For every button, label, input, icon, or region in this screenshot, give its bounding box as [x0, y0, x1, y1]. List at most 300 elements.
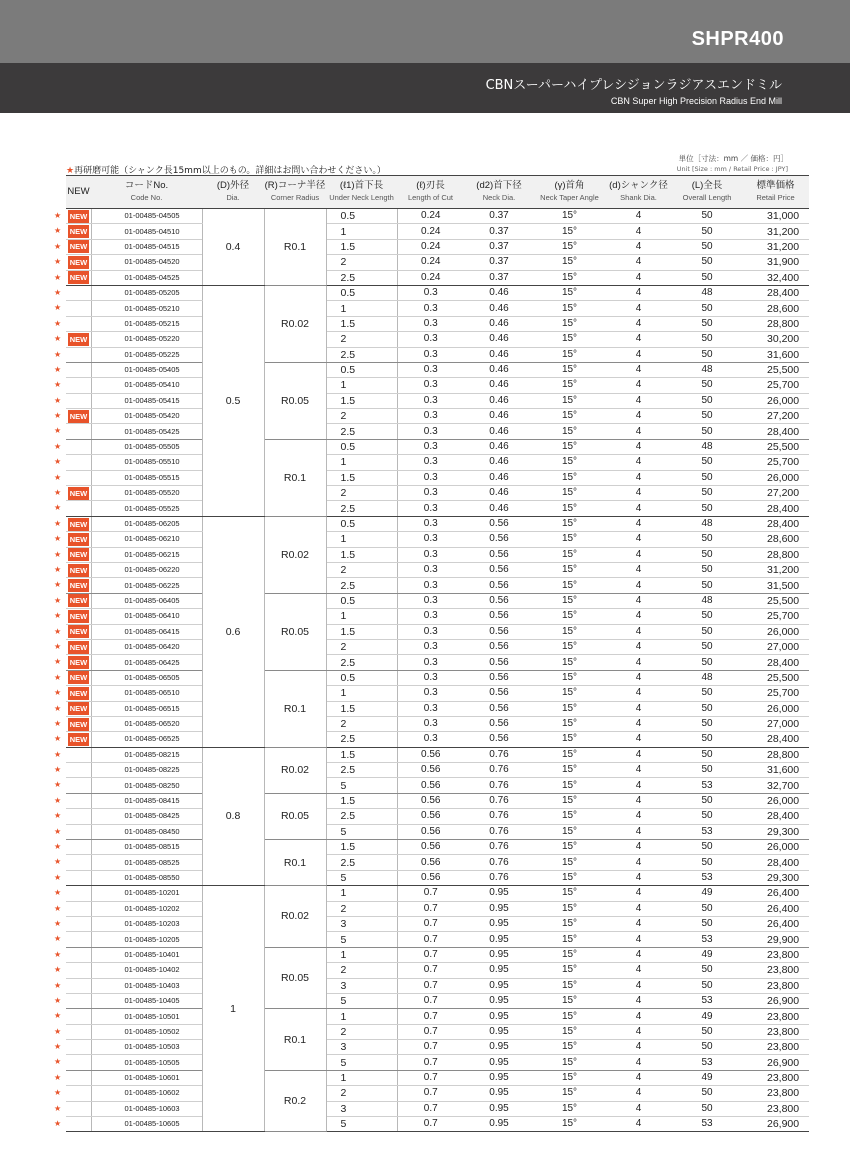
star-icon: ★	[54, 718, 62, 728]
neck-dia-cell: 0.95	[464, 978, 534, 993]
retail-price-cell: 31,500	[742, 578, 809, 593]
column-header-en: Dia.	[226, 193, 240, 202]
neck-dia-cell: 0.46	[464, 501, 534, 516]
shank-dia-cell: 4	[605, 901, 672, 916]
shank-dia-cell: 4	[605, 316, 672, 331]
shank-dia-cell: 4	[605, 809, 672, 824]
neck-dia-cell: 0.95	[464, 886, 534, 901]
column-header-en: Retail Price	[756, 193, 795, 202]
neck-dia-cell: 0.76	[464, 824, 534, 839]
table-row	[66, 1040, 809, 1055]
overall-length-cell: 53	[672, 870, 742, 885]
shank-dia-cell: 4	[605, 562, 672, 577]
new-badge: NEW	[69, 211, 88, 221]
star-icon: ★	[54, 703, 62, 713]
overall-length-cell: 53	[672, 1117, 742, 1132]
retail-price-cell: 31,600	[742, 763, 809, 778]
under-neck-length-cell: 5	[326, 1117, 397, 1132]
table-row	[66, 455, 809, 470]
star-icon: ★	[54, 225, 62, 235]
neck-taper-angle-cell: 15°	[534, 886, 605, 901]
spec-table	[66, 175, 809, 1132]
new-badge: NEW	[69, 488, 88, 498]
neck-taper-angle-cell: 15°	[534, 716, 605, 731]
overall-length-cell: 50	[672, 501, 742, 516]
new-cell	[66, 716, 91, 731]
length-of-cut-cell: 0.56	[397, 778, 464, 793]
neck-dia-cell: 0.37	[464, 224, 534, 239]
length-of-cut-cell: 0.24	[397, 270, 464, 285]
table-row	[66, 1070, 809, 1085]
retail-price-cell: 26,000	[742, 793, 809, 808]
neck-dia-cell: 0.56	[464, 516, 534, 531]
column-header	[264, 176, 326, 209]
length-of-cut-cell: 0.3	[397, 686, 464, 701]
neck-dia-cell: 0.46	[464, 439, 534, 454]
under-neck-length-cell: 1	[326, 532, 397, 547]
neck-taper-angle-cell: 15°	[534, 1086, 605, 1101]
neck-dia-cell: 0.46	[464, 470, 534, 485]
new-cell	[66, 1009, 91, 1024]
length-of-cut-cell: 0.56	[397, 809, 464, 824]
column-header-jp: NEW	[67, 186, 90, 197]
new-badge: NEW	[69, 227, 88, 237]
neck-dia-cell: 0.95	[464, 1040, 534, 1055]
star-icon: ★	[54, 687, 62, 697]
new-cell	[66, 285, 91, 300]
column-header-en: Under Neck Length	[329, 193, 394, 202]
column-header	[66, 176, 91, 209]
code-cell: 01-00485-05225	[91, 347, 202, 362]
new-cell	[66, 393, 91, 408]
new-badge: NEW	[69, 334, 88, 344]
table-row	[66, 609, 809, 624]
neck-taper-angle-cell: 15°	[534, 439, 605, 454]
retail-price-cell: 26,900	[742, 1055, 809, 1070]
new-cell	[66, 624, 91, 639]
retail-price-cell: 23,800	[742, 1040, 809, 1055]
retail-price-cell: 29,300	[742, 870, 809, 885]
shank-dia-cell: 4	[605, 1086, 672, 1101]
retail-price-cell: 32,400	[742, 270, 809, 285]
under-neck-length-cell: 1	[326, 224, 397, 239]
length-of-cut-cell: 0.56	[397, 870, 464, 885]
table-row	[66, 840, 809, 855]
table-row	[66, 1086, 809, 1101]
shank-dia-cell: 4	[605, 578, 672, 593]
retail-price-cell: 26,000	[742, 624, 809, 639]
shank-dia-cell: 4	[605, 1055, 672, 1070]
length-of-cut-cell: 0.3	[397, 455, 464, 470]
retail-price-cell: 31,900	[742, 255, 809, 270]
overall-length-cell: 50	[672, 1086, 742, 1101]
under-neck-length-cell: 1	[326, 301, 397, 316]
neck-dia-cell: 0.56	[464, 532, 534, 547]
under-neck-length-cell: 5	[326, 870, 397, 885]
shank-dia-cell: 4	[605, 1101, 672, 1116]
length-of-cut-cell: 0.3	[397, 301, 464, 316]
under-neck-length-cell: 1.5	[326, 793, 397, 808]
star-icon: ★	[54, 641, 62, 651]
neck-taper-angle-cell: 15°	[534, 639, 605, 654]
length-of-cut-cell: 0.7	[397, 1024, 464, 1039]
new-badge: NEW	[69, 642, 88, 652]
under-neck-length-cell: 1	[326, 378, 397, 393]
neck-dia-cell: 0.56	[464, 686, 534, 701]
neck-dia-cell: 0.76	[464, 809, 534, 824]
under-neck-length-cell: 5	[326, 993, 397, 1008]
length-of-cut-cell: 0.3	[397, 578, 464, 593]
new-cell	[66, 732, 91, 747]
code-cell: 01-00485-05505	[91, 439, 202, 454]
retail-price-cell: 31,200	[742, 224, 809, 239]
table-row	[66, 547, 809, 562]
neck-dia-cell: 0.56	[464, 624, 534, 639]
code-cell: 01-00485-05525	[91, 501, 202, 516]
star-icon: ★	[54, 656, 62, 666]
neck-taper-angle-cell: 15°	[534, 547, 605, 562]
length-of-cut-cell: 0.7	[397, 1101, 464, 1116]
neck-dia-cell: 0.95	[464, 963, 534, 978]
new-cell	[66, 686, 91, 701]
column-header-en: Corner Radius	[270, 193, 320, 202]
shank-dia-cell: 4	[605, 686, 672, 701]
code-cell: 01-00485-05420	[91, 409, 202, 424]
overall-length-cell: 50	[672, 763, 742, 778]
table-row	[66, 301, 809, 316]
overall-length-cell: 50	[672, 255, 742, 270]
new-badge: NEW	[69, 550, 88, 560]
new-badge: NEW	[69, 257, 88, 267]
new-cell	[66, 301, 91, 316]
length-of-cut-cell: 0.3	[397, 655, 464, 670]
shank-dia-cell: 4	[605, 824, 672, 839]
length-of-cut-cell: 0.7	[397, 886, 464, 901]
new-badge: NEW	[69, 627, 88, 637]
under-neck-length-cell: 2	[326, 255, 397, 270]
overall-length-cell: 50	[672, 316, 742, 331]
code-cell: 01-00485-08215	[91, 747, 202, 762]
neck-dia-cell: 0.95	[464, 993, 534, 1008]
neck-dia-cell: 0.76	[464, 840, 534, 855]
star-icon: ★	[54, 672, 62, 682]
star-icon: ★	[54, 533, 62, 543]
table-body	[66, 209, 809, 1132]
retail-price-cell: 28,400	[742, 809, 809, 824]
star-icon: ★	[54, 502, 62, 512]
under-neck-length-cell: 2.5	[326, 809, 397, 824]
retail-price-cell: 30,200	[742, 332, 809, 347]
new-cell	[66, 501, 91, 516]
overall-length-cell: 49	[672, 947, 742, 962]
new-cell	[66, 378, 91, 393]
star-icon: ★	[54, 964, 62, 974]
neck-taper-angle-cell: 15°	[534, 239, 605, 254]
retail-price-cell: 26,900	[742, 1117, 809, 1132]
neck-taper-angle-cell: 15°	[534, 1009, 605, 1024]
table-row	[66, 670, 809, 685]
star-icon: ★	[54, 1026, 62, 1036]
code-cell: 01-00485-06525	[91, 732, 202, 747]
length-of-cut-cell: 0.7	[397, 1070, 464, 1085]
under-neck-length-cell: 2.5	[326, 347, 397, 362]
neck-dia-cell: 0.56	[464, 716, 534, 731]
shank-dia-cell: 4	[605, 947, 672, 962]
table-row	[66, 316, 809, 331]
overall-length-cell: 50	[672, 686, 742, 701]
new-cell	[66, 470, 91, 485]
table-row	[66, 916, 809, 931]
under-neck-length-cell: 2	[326, 901, 397, 916]
neck-dia-cell: 0.95	[464, 932, 534, 947]
under-neck-length-cell: 5	[326, 778, 397, 793]
neck-dia-cell: 0.95	[464, 1101, 534, 1116]
new-cell	[66, 270, 91, 285]
length-of-cut-cell: 0.7	[397, 963, 464, 978]
neck-dia-cell: 0.46	[464, 301, 534, 316]
corner-radius-cell: R0.05	[264, 593, 326, 670]
code-cell: 01-00485-08550	[91, 870, 202, 885]
overall-length-cell: 48	[672, 516, 742, 531]
neck-dia-cell: 0.46	[464, 424, 534, 439]
neck-taper-angle-cell: 15°	[534, 747, 605, 762]
length-of-cut-cell: 0.3	[397, 670, 464, 685]
corner-radius-cell: R0.1	[264, 840, 326, 886]
dia-cell: 0.6	[202, 516, 264, 747]
table-row	[66, 886, 809, 901]
new-cell	[66, 316, 91, 331]
neck-dia-cell: 0.56	[464, 670, 534, 685]
corner-radius-cell: R0.2	[264, 1070, 326, 1132]
overall-length-cell: 50	[672, 1040, 742, 1055]
neck-dia-cell: 0.46	[464, 455, 534, 470]
table-row	[66, 1117, 809, 1132]
retail-price-cell: 28,400	[742, 732, 809, 747]
under-neck-length-cell: 1.5	[326, 840, 397, 855]
column-header-en: Code No.	[130, 193, 163, 202]
code-cell: 01-00485-06420	[91, 639, 202, 654]
neck-taper-angle-cell: 15°	[534, 501, 605, 516]
column-header	[742, 176, 809, 209]
neck-taper-angle-cell: 15°	[534, 916, 605, 931]
unit-note-jp: 単位［寸法：mm ／ 価格：円］	[678, 154, 788, 163]
neck-dia-cell: 0.46	[464, 486, 534, 501]
neck-dia-cell: 0.76	[464, 763, 534, 778]
under-neck-length-cell: 2	[326, 963, 397, 978]
table-row	[66, 624, 809, 639]
new-cell	[66, 1040, 91, 1055]
table-row	[66, 516, 809, 531]
shank-dia-cell: 4	[605, 516, 672, 531]
new-cell	[66, 947, 91, 962]
overall-length-cell: 50	[672, 562, 742, 577]
neck-dia-cell: 0.56	[464, 547, 534, 562]
length-of-cut-cell: 0.7	[397, 901, 464, 916]
retail-price-cell: 27,000	[742, 639, 809, 654]
new-cell	[66, 1086, 91, 1101]
column-header-jp: (R)コーナ半径	[264, 180, 326, 191]
length-of-cut-cell: 0.3	[397, 516, 464, 531]
code-cell: 01-00485-08415	[91, 793, 202, 808]
star-icon: ★	[54, 1072, 62, 1082]
column-header	[605, 176, 672, 209]
neck-taper-angle-cell: 15°	[534, 562, 605, 577]
retail-price-cell: 26,400	[742, 886, 809, 901]
overall-length-cell: 48	[672, 593, 742, 608]
neck-dia-cell: 0.95	[464, 1070, 534, 1085]
under-neck-length-cell: 2	[326, 486, 397, 501]
neck-taper-angle-cell: 15°	[534, 424, 605, 439]
shank-dia-cell: 4	[605, 362, 672, 377]
new-cell	[66, 516, 91, 531]
shank-dia-cell: 4	[605, 547, 672, 562]
length-of-cut-cell: 0.7	[397, 932, 464, 947]
under-neck-length-cell: 2	[326, 1024, 397, 1039]
code-cell: 01-00485-04510	[91, 224, 202, 239]
star-icon: ★	[54, 841, 62, 851]
overall-length-cell: 50	[672, 747, 742, 762]
table-row	[66, 901, 809, 916]
star-icon: ★	[54, 395, 62, 405]
new-cell	[66, 1101, 91, 1116]
table-row	[66, 532, 809, 547]
length-of-cut-cell: 0.3	[397, 332, 464, 347]
under-neck-length-cell: 2.5	[326, 732, 397, 747]
table-row	[66, 362, 809, 377]
neck-taper-angle-cell: 15°	[534, 378, 605, 393]
length-of-cut-cell: 0.3	[397, 316, 464, 331]
star-icon: ★	[54, 826, 62, 836]
star-icon: ★	[54, 749, 62, 759]
under-neck-length-cell: 2.5	[326, 424, 397, 439]
star-icon: ★	[54, 410, 62, 420]
new-badge: NEW	[69, 658, 88, 668]
under-neck-length-cell: 0.5	[326, 516, 397, 531]
code-cell: 01-00485-05215	[91, 316, 202, 331]
overall-length-cell: 50	[672, 424, 742, 439]
table-row	[66, 978, 809, 993]
new-badge: NEW	[69, 565, 88, 575]
neck-dia-cell: 0.56	[464, 562, 534, 577]
overall-length-cell: 49	[672, 886, 742, 901]
shank-dia-cell: 4	[605, 670, 672, 685]
table-row	[66, 562, 809, 577]
overall-length-cell: 50	[672, 624, 742, 639]
star-icon: ★	[54, 549, 62, 559]
under-neck-length-cell: 3	[326, 1101, 397, 1116]
length-of-cut-cell: 0.7	[397, 978, 464, 993]
retail-price-cell: 31,200	[742, 562, 809, 577]
retail-price-cell: 31,000	[742, 209, 809, 224]
under-neck-length-cell: 5	[326, 824, 397, 839]
neck-taper-angle-cell: 15°	[534, 763, 605, 778]
dia-cell: 0.4	[202, 209, 264, 286]
length-of-cut-cell: 0.7	[397, 1086, 464, 1101]
length-of-cut-cell: 0.3	[397, 439, 464, 454]
under-neck-length-cell: 0.5	[326, 362, 397, 377]
star-icon: ★	[54, 425, 62, 435]
neck-taper-angle-cell: 15°	[534, 1055, 605, 1070]
corner-radius-cell: R0.05	[264, 362, 326, 439]
under-neck-length-cell: 1	[326, 686, 397, 701]
neck-taper-angle-cell: 15°	[534, 824, 605, 839]
overall-length-cell: 50	[672, 224, 742, 239]
code-cell: 01-00485-06515	[91, 701, 202, 716]
corner-radius-cell: R0.02	[264, 516, 326, 593]
table-row	[66, 655, 809, 670]
new-badge: NEW	[69, 411, 88, 421]
length-of-cut-cell: 0.56	[397, 763, 464, 778]
code-cell: 01-00485-06510	[91, 686, 202, 701]
neck-taper-angle-cell: 15°	[534, 1117, 605, 1132]
shank-dia-cell: 4	[605, 932, 672, 947]
retail-price-cell: 26,400	[742, 901, 809, 916]
code-cell: 01-00485-08425	[91, 809, 202, 824]
star-icon: ★	[66, 166, 75, 176]
retail-price-cell: 23,800	[742, 1009, 809, 1024]
star-icon: ★	[54, 333, 62, 343]
length-of-cut-cell: 0.3	[397, 732, 464, 747]
retail-price-cell: 31,600	[742, 347, 809, 362]
column-header	[397, 176, 464, 209]
star-icon: ★	[54, 564, 62, 574]
column-header	[91, 176, 202, 209]
star-icon: ★	[54, 1118, 62, 1128]
neck-taper-angle-cell: 15°	[534, 793, 605, 808]
retail-price-cell: 28,400	[742, 501, 809, 516]
code-cell: 01-00485-05515	[91, 470, 202, 485]
retail-price-cell: 27,200	[742, 486, 809, 501]
code-cell: 01-00485-04520	[91, 255, 202, 270]
star-icon: ★	[54, 272, 62, 282]
unit-note	[677, 153, 788, 175]
length-of-cut-cell: 0.56	[397, 824, 464, 839]
column-header	[534, 176, 605, 209]
shank-dia-cell: 4	[605, 1024, 672, 1039]
neck-taper-angle-cell: 15°	[534, 701, 605, 716]
table-row	[66, 1009, 809, 1024]
length-of-cut-cell: 0.3	[397, 639, 464, 654]
new-cell	[66, 1070, 91, 1085]
under-neck-length-cell: 1.5	[326, 316, 397, 331]
overall-length-cell: 48	[672, 362, 742, 377]
neck-dia-cell: 0.46	[464, 316, 534, 331]
retail-price-cell: 28,800	[742, 316, 809, 331]
star-icon: ★	[54, 1010, 62, 1020]
length-of-cut-cell: 0.3	[397, 362, 464, 377]
corner-radius-cell: R0.1	[264, 439, 326, 516]
header-band-top	[0, 0, 850, 63]
new-badge: NEW	[69, 719, 88, 729]
table-row	[66, 285, 809, 300]
overall-length-cell: 50	[672, 716, 742, 731]
column-header-en: Neck Taper Angle	[540, 193, 599, 202]
new-badge: NEW	[69, 704, 88, 714]
retail-price-cell: 25,500	[742, 439, 809, 454]
code-cell: 01-00485-06205	[91, 516, 202, 531]
overall-length-cell: 50	[672, 732, 742, 747]
neck-taper-angle-cell: 15°	[534, 686, 605, 701]
star-icon: ★	[54, 795, 62, 805]
neck-dia-cell: 0.95	[464, 901, 534, 916]
star-icon: ★	[54, 1056, 62, 1066]
under-neck-length-cell: 0.5	[326, 670, 397, 685]
retail-price-cell: 23,800	[742, 947, 809, 962]
under-neck-length-cell: 0.5	[326, 593, 397, 608]
overall-length-cell: 50	[672, 239, 742, 254]
under-neck-length-cell: 2.5	[326, 578, 397, 593]
length-of-cut-cell: 0.3	[397, 532, 464, 547]
